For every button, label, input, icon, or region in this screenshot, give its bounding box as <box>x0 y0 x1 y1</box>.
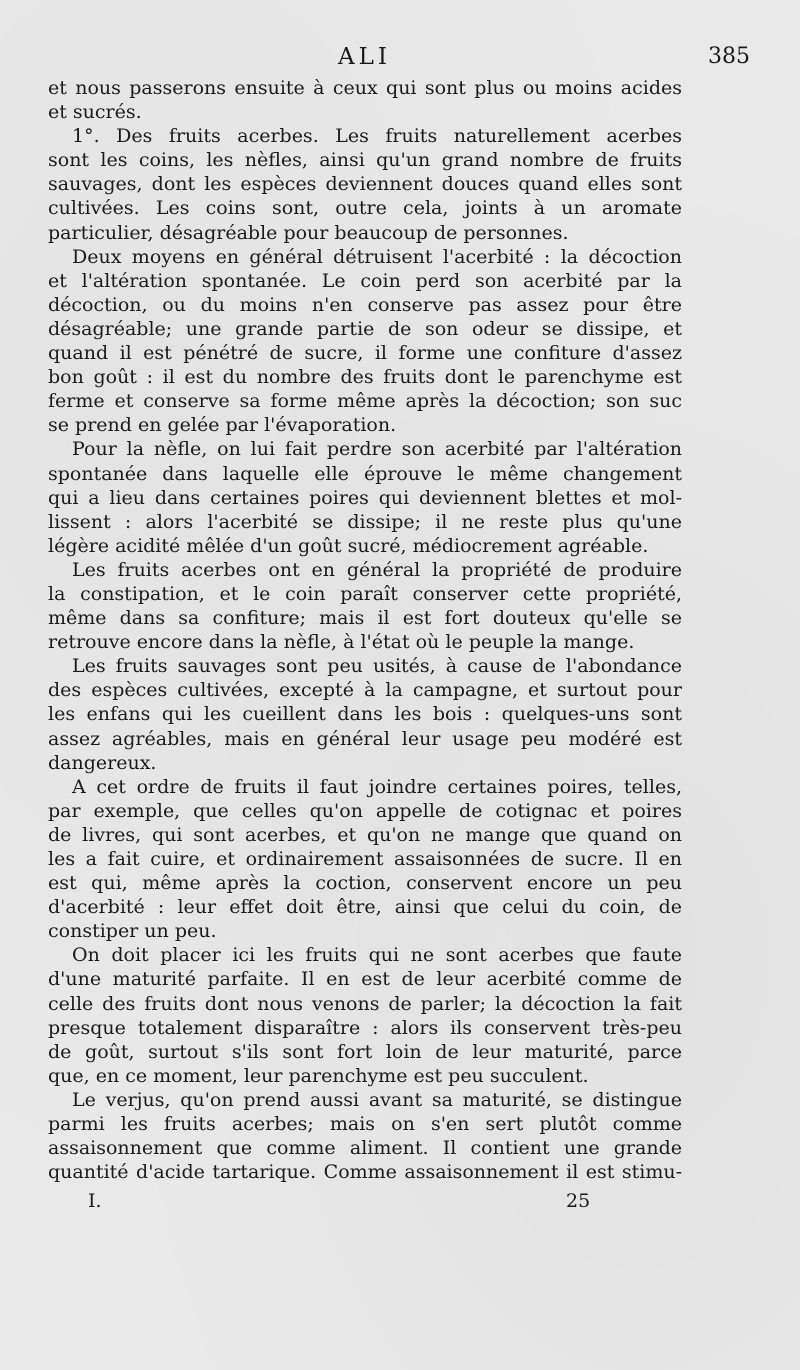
text-line: sont les coins, les nèfles, ainsi qu'un grand nombre de fruits <box>48 149 682 172</box>
text-line: et l'altération spontanée. Le coin perd son acerbité par la <box>48 269 682 292</box>
text-line: assez agréables, mais en général leur usage peu modéré est <box>48 727 682 750</box>
text-line: On doit placer ici les fruits qui ne sont acerbes que faute <box>72 944 682 967</box>
text-line: Deux moyens en général détruisent l'acerbité : la décoction <box>72 245 682 268</box>
text-line: est qui, même après la coction, conservent encore un peu <box>48 872 682 895</box>
running-head <box>48 44 750 74</box>
text-line: 1°. Des fruits acerbes. Les fruits naturellement acerbes <box>72 125 682 148</box>
text-line: quand il est pénétré de sucre, il forme une confiture d'assez <box>48 342 682 365</box>
text-line: presque totalement disparaître : alors ils conservent très-peu <box>48 1016 682 1039</box>
text-line: spontanée dans laquelle elle éprouve le même changement <box>48 462 682 485</box>
text-line: sauvages, dont les espèces deviennent douces quand elles sont <box>48 173 682 196</box>
text-line: désagréable; une grande partie de son odeur se dissipe, et <box>48 317 682 340</box>
text-line: quantité d'acide tartarique. Comme assaisonnement il est stimu- <box>48 1161 682 1184</box>
text-line: les a fait cuire, et ordinairement assaisonnées de sucre. Il en <box>48 848 682 870</box>
text-line: décoction, ou du moins n'en conserve pas assez pour être <box>48 293 682 316</box>
text-line: parmi les fruits acerbes; mais on s'en sert plutôt comme <box>48 1113 682 1136</box>
text-line: A cet ordre de fruits il faut joindre certaines poires, telles, <box>72 775 682 798</box>
page-footer <box>48 1190 682 1218</box>
text-line: ferme et conserve sa forme même après la décoction; son suc <box>48 390 682 413</box>
signature: I. <box>88 1190 102 1212</box>
text-line: bon goût : il est du nombre des fruits dont le parenchyme est <box>48 366 682 389</box>
text-line: Pour la nèfle, on lui fait perdre son acerbité par l'altération <box>72 438 682 461</box>
running-title: ALI <box>338 44 391 70</box>
text-line: de goût, surtout s'ils sont fort loin de leur maturité, parce <box>48 1040 682 1063</box>
text-line: légère acidité mêlée d'un goût sucré, médiocrement agréable. <box>48 534 649 557</box>
body-text <box>48 76 682 1184</box>
text-line: et nous passerons ensuite à ceux qui sont plus ou moins acides <box>48 77 682 99</box>
text-line: celle des fruits dont nous venons de parler; la décoction la fait <box>48 992 682 1015</box>
text-line: des espèces cultivées, excepté à la campagne, et surtout pour <box>48 679 682 702</box>
page-number: 385 <box>708 44 750 69</box>
text-line: même dans sa confiture; mais il est fort douteux qu'elle se <box>48 607 682 630</box>
text-line: d'une maturité parfaite. Il en est de leur acerbité comme de <box>48 968 682 991</box>
text-line: par exemple, que celles qu'on appelle de cotignac et poires <box>48 799 682 822</box>
text-line: constiper un peu. <box>48 920 217 943</box>
text-line: se prend en gelée par l'évaporation. <box>48 414 397 437</box>
text-line: particulier, désagréable pour beaucoup de personnes. <box>48 221 569 244</box>
text-line: que, en ce moment, leur parenchyme est peu succulent. <box>48 1064 589 1087</box>
text-line: qui a lieu dans certaines poires qui deviennent blettes et mol- <box>48 486 682 509</box>
text-line: de livres, qui sont acerbes, et qu'on ne mange que quand on <box>48 823 682 846</box>
text-line: la constipation, et le coin paraît conserver cette propriété, <box>48 582 682 605</box>
text-line: et sucrés. <box>48 101 142 124</box>
text-line: dangereux. <box>48 751 157 774</box>
text-line: retrouve encore dans la nèfle, à l'état où le peuple la mange. <box>48 631 635 654</box>
text-line: d'acerbité : leur effet doit être, ainsi que celui du coin, de <box>48 896 682 919</box>
text-line: cultivées. Les coins sont, outre cela, joints à un aromate <box>48 197 682 220</box>
text-line: Les fruits acerbes ont en général la propriété de produire <box>72 558 682 581</box>
signature-mark: 25 <box>566 1190 591 1212</box>
text-line: les enfans qui les cueillent dans les bois : quelques-uns sont <box>48 703 682 726</box>
text-line: lissent : alors l'acerbité se dissipe; il ne reste plus qu'une <box>48 510 682 533</box>
text-line: Les fruits sauvages sont peu usités, à cause de l'abondance <box>72 655 682 678</box>
text-line: Le verjus, qu'on prend aussi avant sa maturité, se distingue <box>72 1088 682 1111</box>
text-line: assaisonnement que comme aliment. Il contient une grande <box>48 1137 682 1160</box>
